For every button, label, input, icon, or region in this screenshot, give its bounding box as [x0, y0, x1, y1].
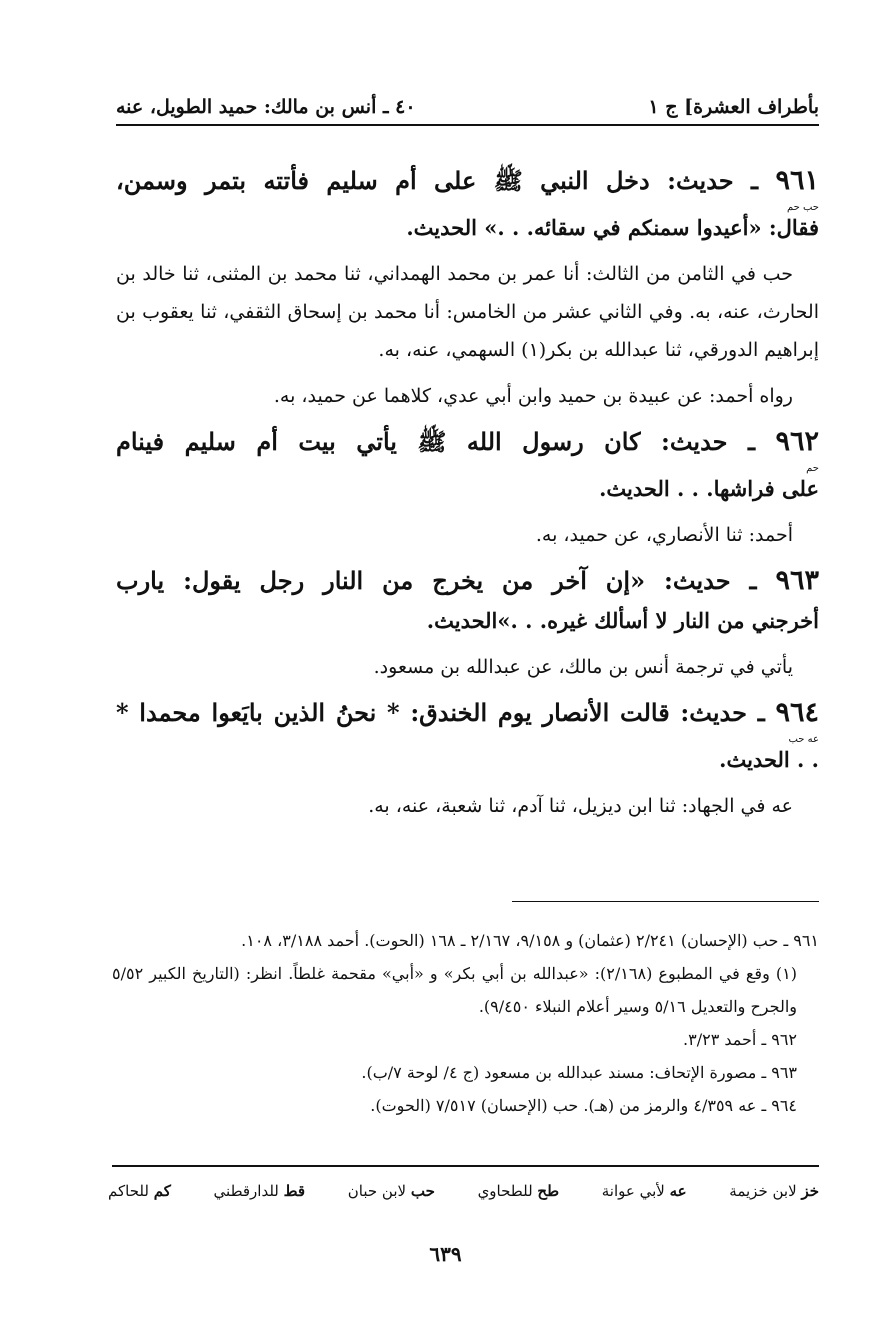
header-book-title: بأطراف العشرة] ج ١	[648, 96, 819, 118]
hadith-number: ٩٦١	[775, 165, 820, 196]
hadith-title	[116, 692, 819, 734]
hadith-964	[116, 692, 819, 825]
isnad-paragraph: حب في الثامن من الثالث: أنا عمر بن محمد الهمداني، ثنا محمد بن المثنى، ثنا خالد بن الحارث، عنه، به. وفي الثاني عشر من الخامس: أنا محمد بن إسحاق الثقفي، ثنا يعقوب بن إبراهيم الدورقي، ثنا عبدالله بن بكر(١) السهمي، عنه، به.	[116, 263, 819, 361]
header-rule	[116, 124, 819, 126]
footnote: (١) وقع في المطبوع (٢/١٦٨): «عبدالله بن أبي بكر» و «أبي» مقحمة غلطاً. انظر: (التاريخ الكبير ٥/٥٢ والجرح والتعديل ٥/١٦ وسير أعلام النبلاء ٩/٤٥٠).	[112, 964, 797, 1016]
header-chapter-title: ٤٠ ـ أنس بن مالك: حميد الطويل، عنه	[116, 96, 416, 118]
abbreviation-code: كم	[153, 1182, 171, 1200]
hadith-continuation	[116, 602, 819, 640]
abbreviation-text: لابن حبان	[347, 1182, 407, 1200]
hadith-title	[116, 421, 819, 463]
hadith-title	[116, 160, 819, 202]
abbreviation-item	[214, 1182, 306, 1200]
abbreviation-text: للطحاوي	[477, 1182, 533, 1200]
abbreviation-code: قط	[283, 1182, 306, 1200]
isnad-paragraph: يأتي في ترجمة أنس بن مالك، عن عبدالله بن مسعود.	[373, 656, 793, 678]
hadith-continuation	[116, 202, 819, 247]
abbreviation-code: طح	[537, 1182, 560, 1200]
hadith-continuation-text: فقال: «أعيدوا سمنكم في سقائه. . .» الحديث.	[406, 215, 819, 240]
abbreviation-key	[108, 1182, 819, 1200]
hadith-heading: ـ حديث: دخل النبي ﷺ على أم سليم فأتته بتمر وسمن،	[116, 166, 759, 195]
abbreviation-code: حب	[410, 1182, 435, 1200]
running-header	[116, 78, 819, 118]
hadith-number: ٩٦٤	[775, 697, 820, 728]
hadith-961	[116, 160, 819, 415]
hadith-heading: ـ حديث: كان رسول الله ﷺ يأتي بيت أم سليم فينام	[116, 427, 756, 456]
hadith-continuation	[116, 463, 819, 508]
abbreviation-item	[729, 1182, 819, 1200]
abbreviation-text: لأبي عوانة	[601, 1182, 665, 1200]
isnad-paragraph: أحمد: ثنا الأنصاري، عن حميد، به.	[535, 524, 793, 546]
hadith-continuation-text: . . الحديث.	[719, 747, 819, 772]
page-number: ٦٣٩	[429, 1242, 462, 1266]
main-text	[116, 160, 819, 831]
footnote: ٩٦٢ ـ أحمد ٣/٢٣.	[683, 1030, 797, 1049]
hadith-title	[116, 560, 819, 602]
footnotes	[112, 924, 819, 1122]
abbreviation-text: لابن خزيمة	[729, 1182, 797, 1200]
isnad-paragraph: عه في الجهاد: ثنا ابن ديزيل، ثنا آدم، ثنا شعبة، عنه، به.	[368, 795, 793, 817]
abbreviation-text: للحاكم	[108, 1182, 149, 1200]
footnote-separator	[512, 901, 819, 902]
abbreviation-code: عه	[669, 1182, 687, 1200]
hadith-continuation-text: أخرجني من النار لا أسألك غيره. . .»الحديث.	[426, 608, 819, 633]
hadith-number: ٩٦٢	[775, 426, 819, 457]
abbreviation-code: خز	[801, 1182, 819, 1200]
abbreviations-rule	[112, 1165, 819, 1167]
footnote: ٩٦١ ـ حب (الإحسان) ٢/٢٤١ (عثمان) و ٩/١٥٨، ٢/١٦٧ ـ ١٦٨ (الحوت). أحمد ٣/١٨٨، ١٠٨.	[241, 931, 819, 950]
abbreviation-text: للدارقطني	[213, 1182, 279, 1200]
abbreviation-item	[602, 1182, 687, 1200]
footnote: ٩٦٤ ـ عه ٤/٣٥٩ والرمز من (هـ). حب (الإحسان) ٧/٥١٧ (الحوت).	[370, 1096, 797, 1115]
source-siglum: حب حم	[786, 202, 819, 213]
hadith-heading: ـ حديث: قالت الأنصار يوم الخندق: * نحنُ الذين بايَعوا محمدا *	[116, 698, 765, 727]
abbreviation-item	[348, 1182, 435, 1200]
isnad-paragraph: رواه أحمد: عن عبيدة بن حميد وابن أبي عدي، كلاهما عن حميد، به.	[273, 385, 793, 407]
hadith-heading: ـ حديث: «إن آخر من يخرج من النار رجل يقول: يارب	[116, 566, 757, 595]
source-siglum: عه حب	[788, 734, 819, 745]
hadith-963	[116, 560, 819, 686]
hadith-962	[116, 421, 819, 554]
abbreviation-item	[108, 1182, 171, 1200]
hadith-continuation-text: على فراشها. . . الحديث.	[599, 476, 819, 501]
abbreviation-item	[478, 1182, 559, 1200]
hadith-number: ٩٦٣	[775, 565, 819, 596]
footnote: ٩٦٣ ـ مصورة الإتحاف: مسند عبدالله بن مسعود (ج ٤/ لوحة ٧/ب).	[361, 1063, 797, 1082]
source-siglum: حم	[806, 463, 819, 474]
hadith-continuation	[116, 734, 819, 779]
